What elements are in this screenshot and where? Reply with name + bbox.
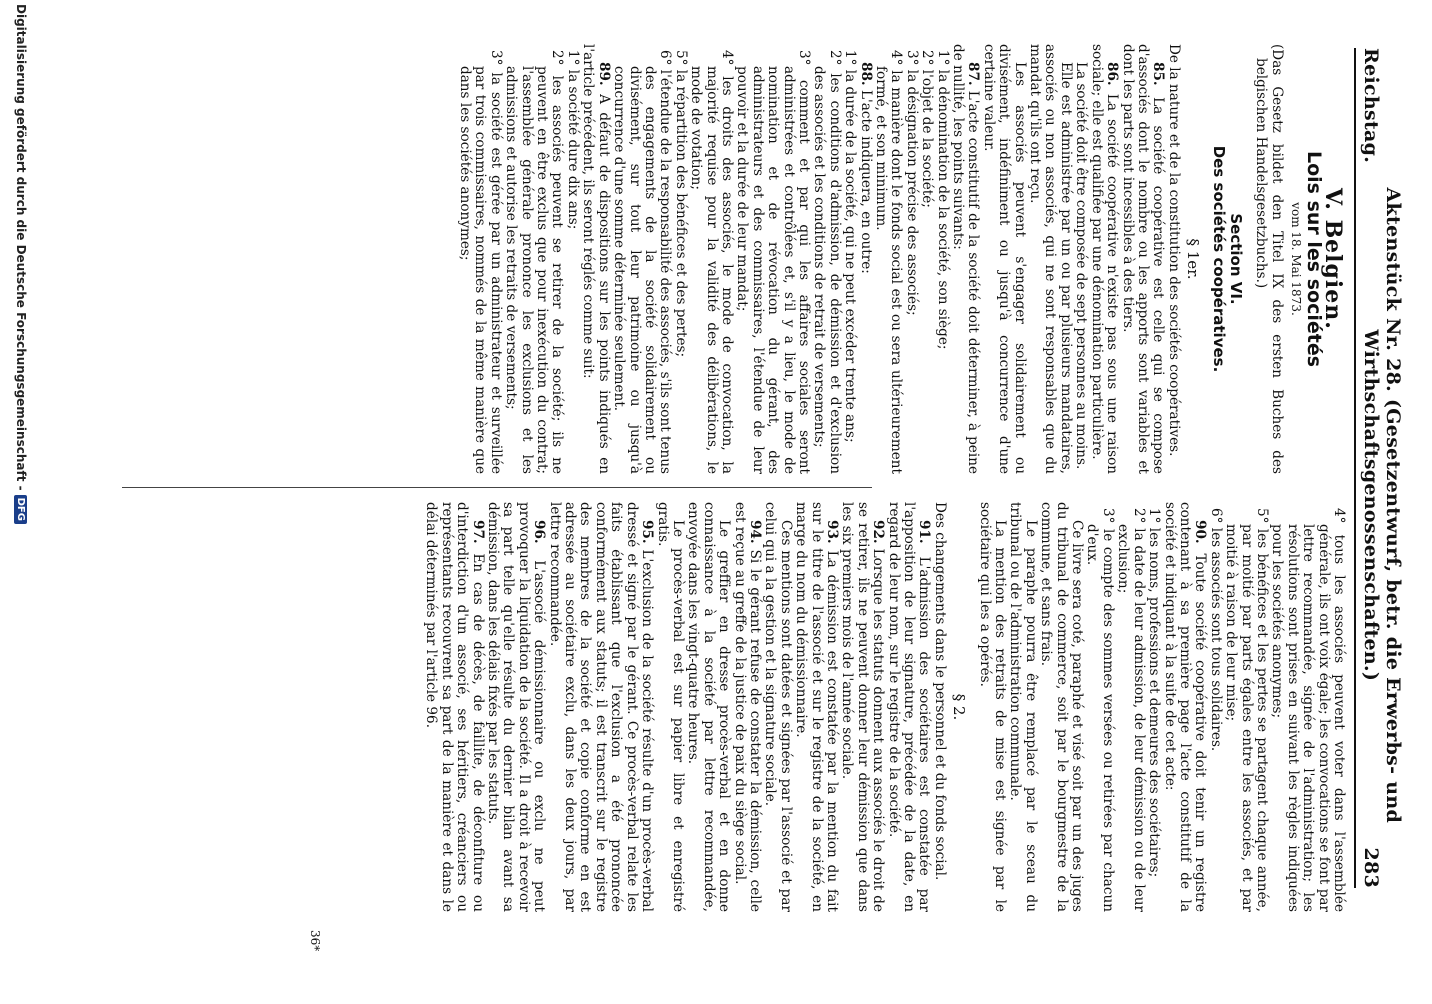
paragraph-2-title: Des changements dans le personnel et du fonds social.: [931, 502, 948, 881]
article-85: 85. La société coopérative est celle qui se compose d'associés dont le nombre ou les apports sont variables et dont les parts sont incessibles à des tiers.: [1119, 44, 1167, 474]
list-item: 2° les conditions d'admission, de démission et d'exclusion des associés et les conditions de retrait de versements;: [811, 50, 843, 474]
article-86-d: Les associés peuvent s'engager solidairement ou divisément, indéfiniment ou jusqu'à concurrence d'une certaine valeur.: [980, 44, 1028, 474]
list-item: 2° les associés peuvent se retirer de la société; ils ne peuvent en être exclus que pour inexécution du contrat; l'assemblée générale prononce les exclusions et les admissions et autorise les retraits de versements;: [503, 50, 566, 474]
article-86: 86. La société coopérative n'existe pas sous une raison sociale; elle est qualifiée par une dénomination particulière.: [1088, 44, 1121, 475]
article-87-items: [873, 44, 950, 474]
article-88-items: [611, 44, 858, 474]
law-title: Lois sur les sociétés: [1302, 150, 1325, 368]
law-date: vom 18. Mai 1873.: [1289, 202, 1304, 316]
list-item: 6° l'étendue de la responsabilité des associés, s'ils sont tenus des engagements de la société solidairement ou divisément, sur tout leur patrimoine ou jusqu'à concurrence d'une somme déterminée seulement.: [611, 50, 674, 474]
article-87: 87. L'acte constitutif de la société doit déterminer, à peine de nullité, les points suivants:: [950, 44, 982, 474]
article-94: 94. Si le gérant refuse de constater la démission, celle est reçue au greffe de la justice de paix du siège social.: [731, 502, 763, 912]
article-94-b: Le greffier en dresse procès-verbal et en donne connaissance à la société par lettre recommandée, envoyée dans les vingt-quatre heures.: [685, 502, 733, 912]
dfg-logo: DFG: [14, 495, 27, 524]
right-column: [46, 502, 1346, 912]
page-header: [1354, 48, 1404, 888]
list-item: 5° la répartition des bénéfices et des pertes;: [672, 50, 689, 358]
intro-note: (Das Gesetz bildet den Titel IX des ersten Buches des belgischen Handelsgesetzbuchs.): [1253, 44, 1285, 474]
article-93-b: Ces mentions sont datées et signées par l'associé et par celui qui a la gestion et la signature sociale.: [762, 502, 794, 912]
list-item: 1° les noms, professions et demeures des sociétaires;: [1146, 508, 1163, 878]
list-item: 1° la dénomination de la société, son siège;: [934, 50, 951, 350]
lead-text: De la nature et de la constitution des sociétés coopératives.: [1165, 44, 1182, 457]
article-90-b: Ce livre sera coté, paraphé et visé soit par un des juges du tribunal de commerce, soit par le bourgmestre de la commune, et sans frais.: [1038, 502, 1086, 912]
header-left: Reichstag.: [1360, 48, 1382, 164]
article-96: 96. L'associé démissionnaire ou exclu ne peut provoquer la liquidation de la société. Il a droit à recevoir sa part telle qu'elle résulte du dernier bilan avant sa démission, dans les délais fixés par les statuts.: [485, 502, 548, 912]
article-89-items-continued: [1207, 502, 1346, 912]
list-item: 4° les droits des associés, le mode de convocation, la majorité requise pour la validité des délibérations, le mode de votation;: [688, 50, 735, 474]
section-number: Section VI.: [1226, 213, 1245, 305]
article-92: 92. Lorsque les statuts donnent aux associés le droit de se retirer, ils ne peuvent donner leur démission que dans les six premiers mois de l'année sociale.: [839, 502, 887, 912]
country-heading: V. Belgien.: [1320, 188, 1346, 330]
list-item: 3° la société est gérée par un administrateur et surveillée par trois commissaires, nommés de la même manière que dans les sociétés anonymes;: [457, 50, 504, 474]
article-90: 90. Toute société coopérative doit tenir un registre contenant à sa première page l'acte constitutif de la société et indiquant à la suite de cet acte:: [1161, 502, 1209, 912]
article-90-items: [1084, 502, 1161, 912]
list-item: 2° l'objet de la société;: [919, 50, 936, 208]
paragraph-1: § 1er.: [1184, 238, 1203, 280]
article-94-c: Le procès-verbal est sur papier libre et enregistré gratis.: [654, 502, 686, 912]
list-item: 2° la date de leur admission, de leur démission ou de leur exclusion;: [1115, 508, 1147, 912]
article-88: 88. L'acte indiquera, en outre:: [857, 62, 874, 274]
list-item: 1° la société dure dix ans;: [564, 50, 581, 230]
article-97: 97. En cas de décès, de faillite, de déconfiture ou d'interdiction d'un associé, ses héritiers, créanciers ou représentants recouvrent sa part de la manière et dans le délai déterminés par l'article 96.: [423, 502, 486, 912]
list-item: 4° tous les associés peuvent voter dans l'assemblée générale, ils ont voix égale; les convocations se font par lettre recommandée, signée de l'administration; les résolutions sont prises en suivant les règles indiquées pour les sociétés anonymes;: [1269, 508, 1347, 912]
article-90-d: La mention des retraits de mise est signée par le sociétaire qui les a opérés.: [976, 502, 1009, 912]
article-86-c: Elle est administrée par un ou par plusieurs mandataires, associés ou non associés, qui ne sont responsables que du mandat qu'ils ont reçu.: [1027, 44, 1074, 474]
article-95: 95. L'exclusion de la société résulte d'un procès-verbal dressé et signé par le gérant. Ce procès-verbal relate les faits établissant que l'exclusion a été prononcée conformément aux statuts; il est transcrit sur le registre des membres de la société et copie conforme en est adressée au sociétaire exclu, dans les deux jours, par lettre recommandée.: [546, 502, 656, 912]
left-column: [46, 44, 1346, 474]
article-93: 93. La démission est constatée par la mention du fait sur le titre de l'associé et sur le registre de la société, en marge du nom du démissionnaire.: [793, 502, 840, 912]
signature-mark: 36*: [308, 930, 322, 952]
paragraph-2: § 2.: [950, 693, 969, 721]
article-90-c: Le paraphe pourra être remplacé par le sceau du tribunal ou de l'administration communale.: [1007, 502, 1039, 912]
column-divider: [122, 487, 872, 488]
list-item: 1° la durée de la société, qui ne peut excéder trente ans;: [842, 50, 859, 443]
section-title: Des sociétés coopératives.: [1209, 145, 1228, 373]
article-89: 89. A défaut de dispositions sur les points indiqués en l'article précédent, ils seront réglés comme suit:: [580, 44, 612, 474]
list-item: 3° comment et par qui les affaires sociales seront administrées et contrôlées et, s'il y a lieu, le mode de nomination et de révocation du gérant, des administrateurs et des commissaires, l'étendue de leur pouvoir et la durée de leur mandat;: [734, 50, 812, 474]
list-item: 3° le compte des sommes versées ou retirées par chacun d'eux.: [1084, 508, 1116, 912]
page-number: 283: [1360, 847, 1382, 888]
list-item: 4° la manière dont le fonds social est ou sera ultérieurement formé, et son minimum.: [873, 50, 905, 474]
article-89-items: [457, 44, 580, 474]
list-item: 6° les associés sont tous solidaires.: [1207, 508, 1224, 752]
article-91: 91. L'admission des sociétaires est constatée par l'apposition de leur signature, précédée de la date, en regard de leur nom, sur le registre de la société.: [885, 502, 933, 912]
digitization-credit: Digitalisierung gefördert durch die Deutsche Forschungsgemeinschaft -DFG: [8, 0, 28, 1004]
article-86-b: La société doit être composée de sept personnes au moins.: [1073, 62, 1090, 470]
list-item: 5° les bénéfices et les pertes se partagent chaque année, par moitié par parts égales entre les associés, et par moitié à raison de leur mise;: [1223, 508, 1270, 912]
list-item: 3° la désignation précise des associés;: [903, 50, 920, 316]
header-title: Aktenstück Nr. 28. (Gesetzentwurf, betr. die Erwerbs- und Wirthschaftsgenossenschaften.): [1360, 187, 1404, 824]
